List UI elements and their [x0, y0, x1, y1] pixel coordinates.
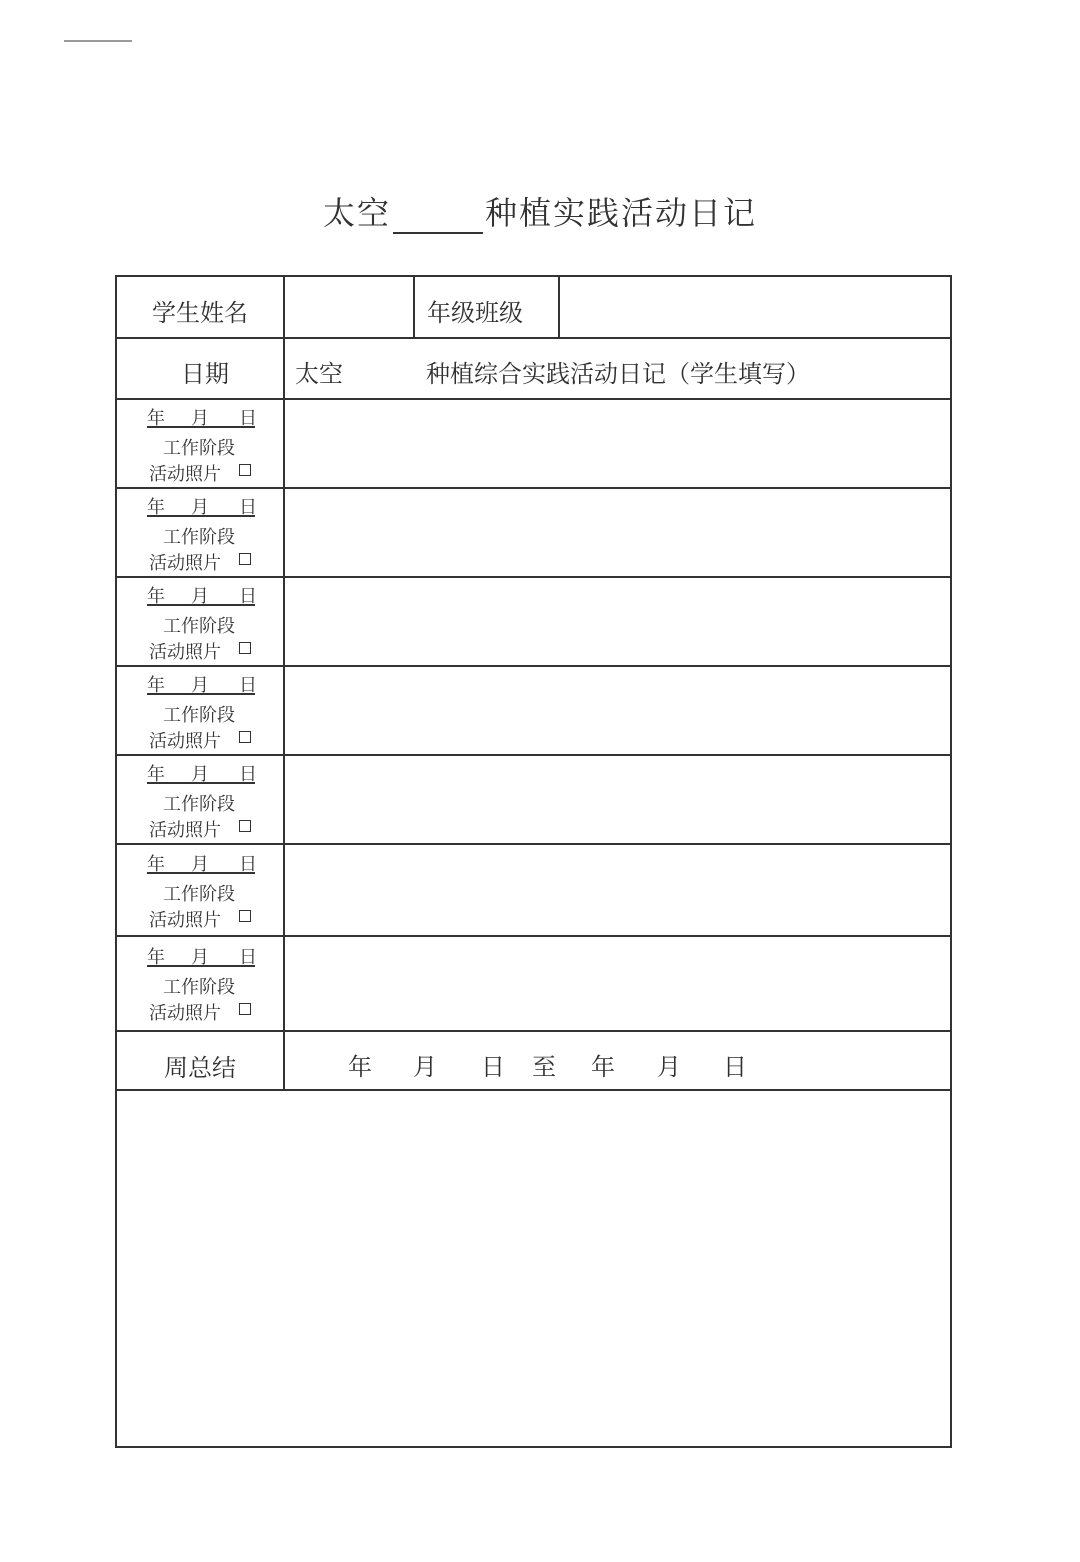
title-blank-field[interactable]	[393, 204, 483, 234]
work-stage-label: 工作阶段	[163, 884, 235, 905]
student-name-label: 学生姓名	[152, 299, 248, 327]
entry-date[interactable]: 年 月 日	[147, 943, 255, 967]
entry-date[interactable]: 年 月 日	[147, 671, 255, 695]
activity-photo-checkbox[interactable]	[239, 1003, 251, 1015]
work-stage-label: 工作阶段	[163, 616, 235, 637]
grade-class-label: 年级班级	[427, 299, 523, 327]
weekly-summary-content[interactable]	[119, 1091, 948, 1444]
title-prefix: 太空	[322, 194, 391, 232]
column-divider	[413, 277, 415, 337]
entry-date[interactable]: 年 月 日	[147, 760, 255, 784]
grade-class-field[interactable]	[560, 279, 950, 335]
work-stage-label: 工作阶段	[163, 527, 235, 548]
diary-entry	[117, 489, 284, 576]
title-suffix: 种植实践活动日记	[485, 194, 758, 232]
diary-form	[115, 275, 952, 1448]
activity-photo-checkbox[interactable]	[239, 820, 251, 832]
work-stage-label: 工作阶段	[163, 705, 235, 726]
activity-photo-label: 活动照片	[149, 820, 221, 841]
activity-photo-label: 活动照片	[149, 642, 221, 663]
activity-photo-checkbox[interactable]	[239, 642, 251, 654]
diary-entry	[117, 400, 284, 487]
page-title	[0, 188, 1080, 234]
diary-entry	[117, 756, 284, 843]
activity-photo-label: 活动照片	[149, 731, 221, 752]
scan-mark	[64, 40, 132, 42]
entry-date[interactable]: 年 月 日	[147, 404, 255, 428]
activity-photo-checkbox[interactable]	[239, 553, 251, 565]
diary-entry	[117, 846, 284, 935]
diary-prefix: 太空	[295, 360, 343, 388]
date-label: 日期	[181, 360, 229, 388]
diary-entry	[117, 578, 284, 665]
diary-heading: 种植综合实践活动日记（学生填写）	[426, 360, 810, 388]
row-divider	[117, 337, 950, 339]
work-stage-label: 工作阶段	[163, 794, 235, 815]
activity-photo-label: 活动照片	[149, 910, 221, 931]
diary-entry	[117, 939, 284, 1030]
diary-content-area[interactable]	[285, 400, 950, 1028]
activity-photo-label: 活动照片	[149, 464, 221, 485]
activity-photo-label: 活动照片	[149, 553, 221, 574]
diary-entry	[117, 667, 284, 754]
activity-photo-checkbox[interactable]	[239, 464, 251, 476]
activity-photo-checkbox[interactable]	[239, 910, 251, 922]
activity-photo-label: 活动照片	[149, 1003, 221, 1024]
summary-date-range[interactable]: 年 月 日 至 年 月 日	[348, 1053, 747, 1081]
entry-date[interactable]: 年 月 日	[147, 582, 255, 606]
weekly-summary-label: 周总结	[164, 1054, 236, 1082]
entry-date[interactable]: 年 月 日	[147, 850, 255, 874]
entry-date[interactable]: 年 月 日	[147, 493, 255, 517]
activity-photo-checkbox[interactable]	[239, 731, 251, 743]
work-stage-label: 工作阶段	[163, 977, 235, 998]
work-stage-label: 工作阶段	[163, 438, 235, 459]
student-name-field[interactable]	[285, 279, 411, 335]
